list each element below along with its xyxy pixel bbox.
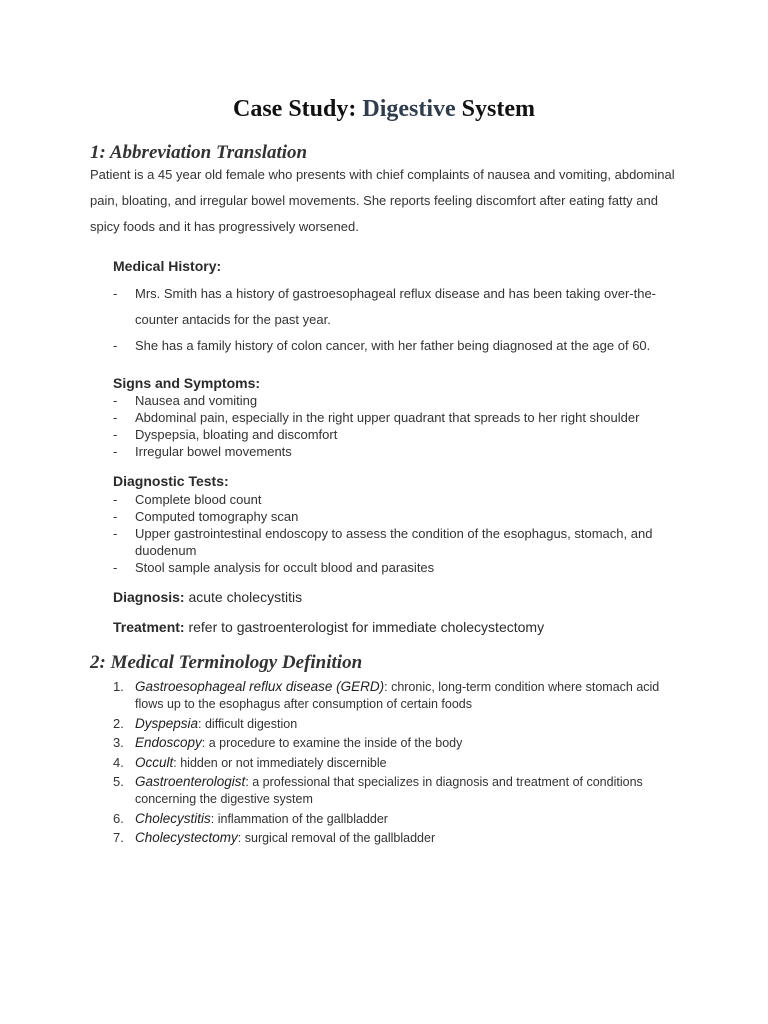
section-heading-abbreviation: 1: Abbreviation Translation	[90, 142, 308, 163]
medical-history-list	[113, 281, 683, 359]
definition-item: 4. Occult: hidden or not immediately discernible	[113, 754, 387, 770]
definition-item: 3. Endoscopy: a procedure to examine the inside of the body	[113, 735, 463, 750]
list-item: - Irregular bowel movements	[113, 444, 292, 459]
definition-term: Gastroesophageal reflux disease (GERD)	[135, 679, 385, 694]
definition-item: 6. Cholecystitis: inflammation of the gallbladder	[113, 810, 388, 826]
signs-symptoms-list	[113, 392, 683, 460]
list-item: - Abdominal pain, especially in the right upper quadrant that spreads to her right shoulder	[113, 410, 640, 425]
list-item: - Upper gastrointestinal endoscopy to assess the condition of the esophagus, stomach, and duodenum	[113, 526, 653, 558]
title-prefix: Case Study:	[233, 96, 363, 122]
treatment-label: Treatment:	[113, 619, 185, 635]
section-heading-terminology: 2: Medical Terminology Definition	[90, 652, 363, 673]
list-item: - Computed tomography scan	[113, 509, 299, 524]
definition-item: 1. Gastroesophageal reflux disease (GERD): chronic, long-term condition where stomach acid flows up to the esophagus after consumption of certain foods	[113, 679, 660, 711]
list-item: - Nausea and vomiting	[113, 393, 258, 408]
definition-text: : surgical removal of the gallbladder	[237, 831, 436, 845]
diagnostic-tests-list	[113, 491, 673, 576]
definition-text: : difficult digestion	[198, 716, 298, 731]
list-item: - She has a family history of colon cancer, with her father being diagnosed at the age of 60.	[113, 338, 651, 353]
treatment-value: refer to gastroenterologist for immediate cholecystectomy	[184, 619, 545, 635]
definition-item: 5. Gastroenterologist: a professional that specializes in diagnosis and treatment of conditions concerning the digestive system	[113, 774, 643, 806]
diagnosis-label: Diagnosis:	[113, 589, 185, 605]
definition-term: Gastroenterologist	[135, 774, 246, 789]
definition-item: 7. Cholecystectomy: surgical removal of the gallbladder	[113, 830, 436, 845]
diagnostic-tests-heading: Diagnostic Tests:	[113, 473, 229, 489]
definition-text: : hidden or not immediately discernible	[173, 755, 387, 770]
diagnosis-value: acute cholecystitis	[184, 589, 303, 605]
definition-term: Cholecystectomy	[135, 830, 238, 845]
terminology-list	[113, 678, 673, 849]
signs-symptoms-heading: Signs and Symptoms:	[113, 375, 261, 391]
intro-paragraph: Patient is a 45 year old female who presents with chief complaints of nausea and vomiting, abdominal pain, bloating, and irregular bowel movements. She reports feeling discomfort after eating fatty and spicy foods and it has progressively worsened.	[90, 167, 675, 234]
definition-text: : a procedure to examine the inside of the body	[201, 736, 463, 750]
list-item: - Stool sample analysis for occult blood and parasites	[113, 560, 435, 575]
definition-term: Endoscopy	[135, 735, 202, 750]
definition-item: 2. Dyspepsia: difficult digestion	[113, 715, 298, 731]
treatment-row	[113, 619, 544, 635]
diagnosis-row	[113, 589, 302, 605]
definition-text: : inflammation of the gallbladder	[210, 811, 388, 826]
title-suffix: System	[455, 96, 535, 122]
list-item: - Dyspepsia, bloating and discomfort	[113, 427, 338, 442]
definition-text: : chronic, long-term condition where stomach acid flows up to the esophagus after consumption of certain foods	[135, 680, 660, 711]
title-accent: Digestive	[362, 96, 456, 122]
medical-history-heading: Medical History:	[113, 258, 222, 274]
page-title	[0, 96, 768, 123]
definition-term: Cholecystitis	[135, 810, 211, 826]
list-item: - Complete blood count	[113, 492, 262, 507]
definition-term: Dyspepsia	[135, 715, 199, 731]
definition-text: : a professional that specializes in diagnosis and treatment of conditions concerning the digestive system	[135, 775, 643, 806]
definition-term: Occult	[135, 754, 174, 770]
list-item: - Mrs. Smith has a history of gastroesophageal reflux disease and has been taking over-the-counter antacids for the past year.	[113, 286, 657, 327]
